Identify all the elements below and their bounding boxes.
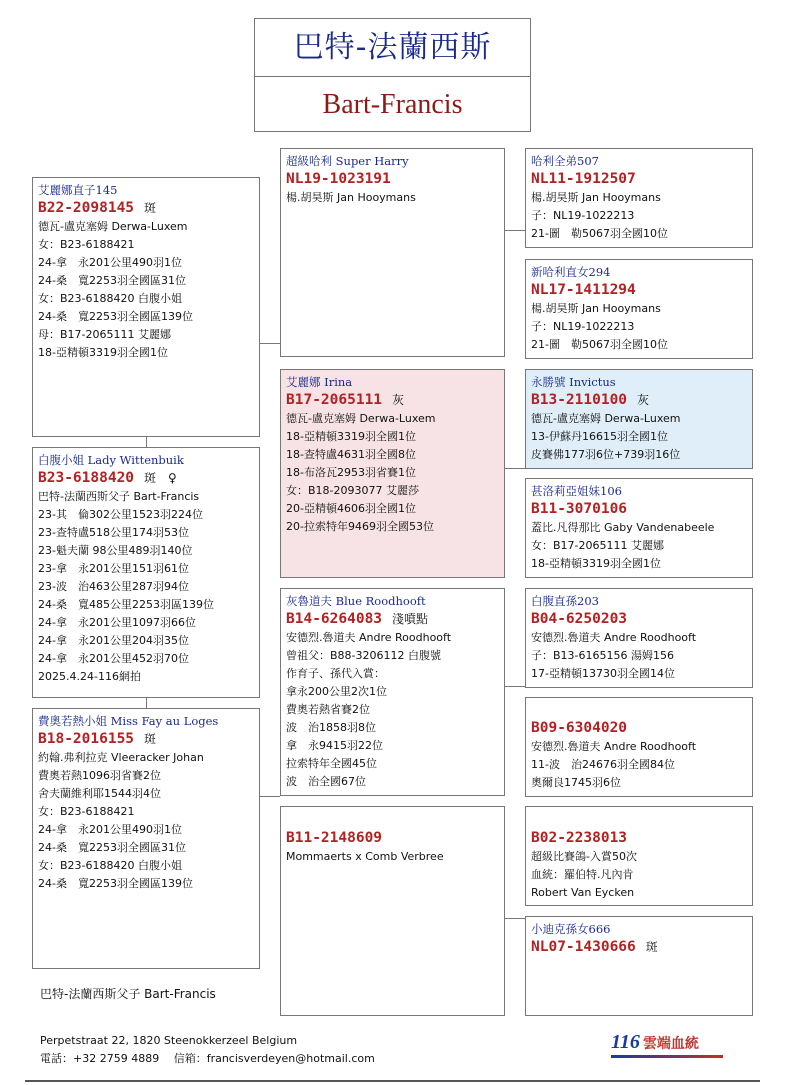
info-line: 24-桑 寬2253羽全國區31位 [38, 841, 186, 854]
ring-number: NL11-1912507 [531, 171, 636, 187]
sire-card [280, 148, 505, 357]
bird-name: 艾麗娜 Irina [286, 375, 353, 389]
bird-name: 永勝號 Invictus [531, 375, 616, 389]
ring-number: B18-2016155 斑 [38, 731, 157, 747]
info-line: 費奧若熱1096羽省賽2位 [38, 769, 161, 782]
info-line: 曾祖父：B88-3206112 白腹號 [286, 649, 441, 662]
info-line: 18-查特盧4631羽全國8位 [286, 448, 416, 461]
page-title-english: Bart-Francis [322, 89, 463, 120]
logo-number: 116 [611, 1031, 640, 1053]
ring-number: B11-2148609 [286, 830, 383, 846]
info-line: 波 治1858羽8位 [286, 721, 376, 734]
info-line: 女：B23-6188420 白腹小姐 [38, 292, 182, 305]
title-box [254, 18, 531, 132]
info-line: 拿永200公里2次1位 [286, 685, 387, 698]
info-line: 24-桑 寬2253羽全國區139位 [38, 877, 193, 890]
contact-info: 電話：+32 2759 4889 信箱：francisverdeyen@hotmail.com [40, 1052, 375, 1065]
info-line: 21-圖 勒5067羽全國10位 [531, 338, 668, 351]
connector [505, 686, 525, 687]
bird-name: 費奧若熱小姐 Miss Fay au Loges [38, 714, 219, 728]
info-line: 23-其 倫302公里1523羽224位 [38, 508, 203, 521]
address: Perpetstraat 22, 1820 Steenokkerzeel Belgium [40, 1034, 298, 1047]
ancestor-card [525, 369, 753, 469]
connector [505, 468, 525, 469]
bird-name: 哈利全弟507 [531, 154, 599, 168]
info-line: 皮賽佛177羽6位+739羽16位 [531, 448, 681, 461]
ring-number: B13-2110100 灰 [531, 392, 650, 408]
ring-number: NL07-1430666 斑 [531, 939, 658, 955]
info-line: 德瓦-盧克塞姆 Derwa-Luxem [286, 412, 436, 425]
info-line: 子：NL19-1022213 [531, 209, 635, 222]
info-line: 24-桑 寬2253羽全國區31位 [38, 274, 186, 287]
ancestor-card [525, 916, 753, 1016]
info-line: 11-波 治24676羽全國84位 [531, 758, 675, 771]
info-line: 德瓦-盧克塞姆 Derwa-Luxem [531, 412, 681, 425]
info-line: 23-查特盧518公里174羽53位 [38, 526, 189, 539]
info-line: 女：B23-6188421 [38, 238, 135, 251]
info-line: 23-魁夫蘭 98公里489羽140位 [38, 544, 193, 557]
ring-number: B17-2065111 灰 [286, 392, 405, 408]
info-line: 子：B13-6165156 湯姆156 [531, 649, 674, 662]
bird-name: 新哈利直女294 [531, 265, 611, 279]
bird-name: 超級哈利 Super Harry [286, 154, 409, 168]
logo-text: 雲端血統 [642, 1036, 699, 1052]
info-line: 德瓦-盧克塞姆 Derwa-Luxem [38, 220, 188, 233]
info-line: 超級比賽鴿-入賞50次 [531, 850, 637, 863]
info-line: 楊.胡昊斯 Jan Hooymans [286, 191, 416, 204]
info-line: 巴特-法蘭西斯父子 Bart-Francis [38, 490, 200, 503]
info-line: 母：B17-2065111 艾麗娜 [38, 328, 171, 341]
info-line: 21-圖 勒5067羽全國10位 [531, 227, 668, 240]
logo-underline [611, 1055, 723, 1058]
bird-name: 甚洛莉亞姐妹106 [531, 484, 622, 498]
info-line: 安德烈.魯道夫 Andre Roodhooft [531, 740, 697, 753]
info-line: 24-拿 永201公里490羽1位 [38, 823, 182, 836]
info-line: 舍夫蘭維利耶1544羽4位 [38, 787, 161, 800]
ring-number: B14-6264083 淺噴點 [286, 611, 429, 627]
info-line: Robert Van Eycken [531, 886, 635, 899]
info-line: 20-拉索特年9469羽全國53位 [286, 520, 434, 533]
info-line: 奧爾良1745羽6位 [531, 776, 621, 789]
info-line: 女：B23-6188421 [38, 805, 135, 818]
info-line: 蓋比.凡得那比 Gaby Vandenabeele [531, 521, 715, 534]
info-line: 24-拿 永201公里452羽70位 [38, 652, 189, 665]
ancestor-card [525, 697, 753, 797]
ring-number: B11-3070106 [531, 501, 628, 517]
info-line: 女：B17-2065111 艾麗娜 [531, 539, 664, 552]
ring-number: NL17-1411294 [531, 282, 636, 298]
info-line: 2025.4.24-116網拍 [38, 670, 141, 683]
ancestor-card [525, 588, 753, 688]
sibling-card [32, 708, 260, 969]
bird-name: 白腹直孫203 [531, 594, 599, 608]
info-line: 費奧若熱省賽2位 [286, 703, 370, 716]
connector [146, 437, 147, 447]
ancestor-card [525, 148, 753, 248]
info-line: 24-桑 寬485公里2253羽區139位 [38, 598, 214, 611]
info-line: 楊.胡昊斯 Jan Hooymans [531, 302, 661, 315]
connector [505, 230, 525, 231]
bird-name: 艾麗娜直子145 [38, 183, 118, 197]
ring-number: B04-6250203 [531, 611, 628, 627]
info-line: 波 治全國67位 [286, 775, 366, 788]
subject-card [32, 177, 260, 437]
ancestor-card [525, 259, 753, 359]
info-line: 18-亞精頓3319羽全國1位 [286, 430, 416, 443]
info-line: 拉索特年全國45位 [286, 757, 377, 770]
ring-number: B23-6188420 斑 ♀ [38, 470, 177, 486]
info-line: 24-拿 永201公里204羽35位 [38, 634, 189, 647]
info-line: 安德烈.魯道夫 Andre Roodhooft [531, 631, 697, 644]
info-line: 24-拿 永201公里490羽1位 [38, 256, 182, 269]
grandsire-card [280, 588, 505, 796]
info-line: 子：NL19-1022213 [531, 320, 635, 333]
info-line: Mommaerts x Comb Verbree [286, 850, 444, 863]
info-line: 約翰.弗利拉克 Vleeracker Johan [38, 751, 204, 764]
info-line: 18-亞精頓3319羽全國1位 [38, 346, 168, 359]
info-line: 18-布洛瓦2953羽省賽1位 [286, 466, 416, 479]
owner-name: 巴特-法蘭西斯父子 Bart-Francis [40, 987, 216, 1001]
info-line: 拿 永9415羽22位 [286, 739, 383, 752]
info-line: 13-伊蘇丹16615羽全國1位 [531, 430, 668, 443]
info-line: 作育子、孫代入賞： [286, 667, 385, 680]
connector [260, 343, 280, 344]
connector [260, 796, 280, 797]
brand-logo [611, 1031, 723, 1057]
ring-number: B09-6304020 [531, 720, 628, 736]
info-line: 楊.胡昊斯 Jan Hooymans [531, 191, 661, 204]
bird-name: 灰魯道夫 Blue Roodhooft [286, 594, 426, 608]
granddam-card [280, 806, 505, 1016]
info-line: 23-波 治463公里287羽94位 [38, 580, 189, 593]
info-line: 17-亞精頓13730羽全國14位 [531, 667, 675, 680]
ring-number: B22-2098145 斑 [38, 200, 157, 216]
bird-name: 小迪克孫女666 [531, 922, 611, 936]
connector [146, 698, 147, 708]
info-line: 24-拿 永201公里1097羽66位 [38, 616, 196, 629]
page-title-chinese: 巴特-法蘭西斯 [255, 19, 530, 77]
ancestor-card [525, 478, 753, 578]
info-line: 女：B23-6188420 白腹小姐 [38, 859, 182, 872]
info-line: 18-亞精頓3319羽全國1位 [531, 557, 661, 570]
connector [505, 918, 525, 919]
ring-number: NL19-1023191 [286, 171, 391, 187]
info-line: 血統：羅伯特.凡內肯 [531, 868, 634, 881]
ring-number: B02-2238013 [531, 830, 628, 846]
info-line: 24-桑 寬2253羽全國區139位 [38, 310, 193, 323]
info-line: 安德烈.魯道夫 Andre Roodhooft [286, 631, 452, 644]
bottom-divider [25, 1080, 760, 1082]
info-line: 女：B18-2093077 艾麗莎 [286, 484, 419, 497]
dam-card [280, 369, 505, 578]
contact-block [40, 1032, 375, 1068]
info-line: 23-拿 永201公里151羽61位 [38, 562, 189, 575]
ancestor-card [525, 806, 753, 906]
info-line: 20-亞精頓4606羽全國1位 [286, 502, 416, 515]
bird-name: 白腹小姐 Lady Wittenbuik [38, 453, 184, 467]
sibling-card [32, 447, 260, 698]
